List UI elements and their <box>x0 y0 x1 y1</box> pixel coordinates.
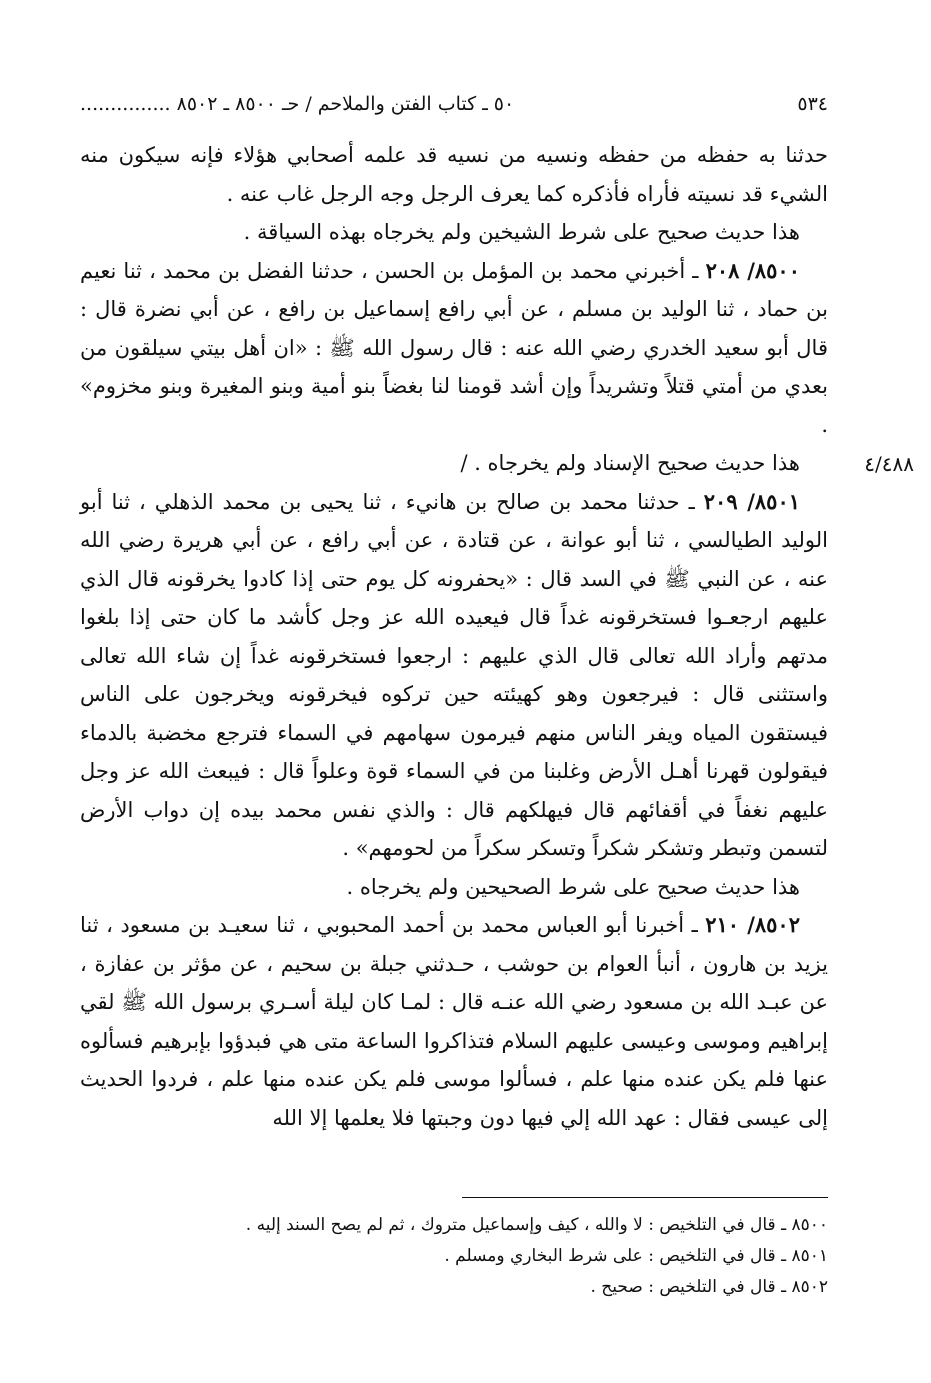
main-text <box>80 136 828 1137</box>
footnote-8500: ٨٥٠٠ ـ قال في التلخيص : لا والله ، كيف وإسماعيل متروك ، ثم لم يصح السند إليه . <box>245 1215 828 1235</box>
hadith-text: ـ أخبرني محمد بن المؤمل بن الحسن ، حدثنا الفضل بن محمد ، ثنا نعيم بن حماد ، ثنا الوليد بن مسلم ، عن أبي رافع إسماعيل بن رافع ، عن أبي نضرة قال : قال أبو سعيد الخدري رضي الله عنه : قال رسول الله ﷺ : «ان أهل بيتي سيلقون من بعدي من أمتي قتلاً وتشريداً وإن أشد قومنا لنا بغضاً بنو أمية وبنو المغيرة وبنو مخزوم» . <box>80 258 828 437</box>
hadith-8501 <box>80 483 828 868</box>
hadith-8502 <box>80 906 828 1137</box>
verdict-3: هذا حديث صحيح على شرط الصحيحين ولم يخرجاه . <box>346 874 800 899</box>
footnote-8501: ٨٥٠١ ـ قال في التلخيص : على شرط البخاري ومسلم . <box>444 1246 828 1266</box>
hadith-number: ٨٥٠٢/ ٢١٠ <box>705 912 800 937</box>
hadith-number: ٨٥٠٠/ ٢٠٨ <box>705 257 800 283</box>
footnotes <box>80 1210 828 1303</box>
footnote-8502: ٨٥٠٢ ـ قال في التلخيص : صحيح . <box>590 1277 828 1297</box>
footnote-divider <box>462 1197 828 1198</box>
page-header <box>80 86 828 122</box>
verdict-1: هذا حديث صحيح على شرط الشيخين ولم يخرجاه بهذه السياقة . <box>243 220 800 244</box>
hadith-text: ـ أخبرنا أبو العباس محمد بن أحمد المحبوبي ، ثنا سعيـد بن مسعود ، ثنا يزيد بن هارون ، أنبأ العوام بن حوشب ، حـدثني جبلة بن سحيم ، عن مؤثر بن عفازة ، عن عبـد الله بن مسعود رضي الله عنـه قال : لمـا كان ليلة أسـري برسول الله ﷺ لقي إبراهيم وموسى وعيسى عليهم السلام فتذاكروا الساعة متى هي فبدؤوا بإبرهيم فسألوه عنها فلم يكن عنده منها علم ، فسألوا موسى فلم يكن عنده منها علم ، فردوا الحديث إلى عيسى فقال : عهد الله إلي فيها دون وجبتها فلا يعلمها إلا الله <box>80 913 828 1130</box>
hadith-number: ٨٥٠١/ ٢٠٩ <box>703 488 801 514</box>
continued-paragraph: حدثنا به حفظه من حفظه ونسيه من نسيه قد علمه أصحابي هؤلاء فإنه سيكون منه الشيء قد نسيته فأراه فأذكره كما يعرف الرجل وجه الرجل غاب عنه . <box>80 143 828 206</box>
chapter-title: ٥٠ ـ كتاب الفتن والملاحم / حـ ٨٥٠٠ ـ ٨٥٠٢ ............... <box>80 93 515 115</box>
margin-volume-page-ref: ٤/٤٨٨ <box>864 452 914 476</box>
hadith-8500 <box>80 252 828 445</box>
hadith-text: ـ حدثنا محمد بن صالح بن هانيء ، ثنا يحيى بن محمد الذهلي ، ثنا أبو الوليد الطيالسي ، ثنا أبو عوانة ، عن قتادة ، عن أبي رافع ، عن أبي هريرة رضي الله عنه ، عن النبي ﷺ في السد قال : «يحفرونه كل يوم حتى إذا كادوا يخرقونه قال الذي عليهم ارجعـوا فستخرقونه غداً قال فيعيده الله عز وجل كأشد ما كان حتى إذا بلغوا مدتهم وأراد الله تعالى قال الذي عليهم : ارجعوا فستخرقونه غداً إن شاء الله تعالى واستثنى قال : فيرجعون وهو كهيئته حين تركوه فيخرقونه ويخرجون على الناس فيستقون المياه ويفر الناس منهم فيرمون سهامهم في السماء فترجع مخضبة بالدماء فيقولون قهرنا أهـل الأرض وغلبنا من في السماء قوة وعلواً قال : فيبعث الله عز وجل عليهم نغفاً في أقفائهم قال فيهلكهم قال : والذي نفس محمد بيده إن دواب الأرض لتسمن وتبطر وتشكر شكراً وتسكر سكراً من لحومهم» . <box>80 489 828 860</box>
page-number: ٥٣٤ <box>797 93 828 115</box>
verdict-2: هذا حديث صحيح الإسناد ولم يخرجاه . / <box>460 451 800 475</box>
